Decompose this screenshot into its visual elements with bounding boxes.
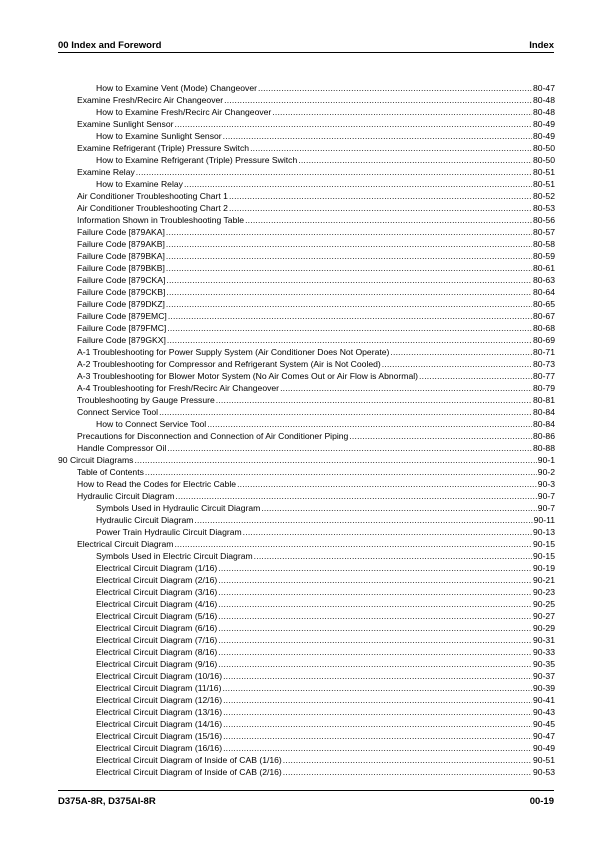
toc-dot-leader: [167, 334, 532, 346]
toc-entry[interactable]: [58, 274, 555, 286]
toc-entry-title: Failure Code [879AKB]: [77, 239, 165, 249]
toc-dot-leader: [145, 466, 537, 478]
toc-entry-title: Electrical Circuit Diagram (10/16): [96, 671, 223, 681]
footer-model-name: D375A-8R, D375AI-8R: [58, 796, 156, 807]
toc-entry-page: 80-59: [533, 251, 555, 261]
toc-entry-title: Electrical Circuit Diagram (9/16): [96, 659, 218, 669]
page-header: [58, 37, 554, 51]
toc-entry[interactable]: [58, 658, 555, 670]
toc-dot-leader: [280, 382, 532, 394]
toc-dot-leader: [218, 610, 532, 622]
toc-dot-leader: [218, 586, 532, 598]
toc-entry-page: 80-49: [533, 119, 555, 129]
toc-entry-title: How to Examine Fresh/Recirc Air Changeover: [96, 107, 272, 117]
toc-entry-page: 90-29: [533, 623, 555, 633]
toc-dot-leader: [223, 694, 532, 706]
toc-entry-page: 80-61: [533, 263, 555, 273]
toc-dot-leader: [218, 622, 532, 634]
toc-entry-page: 80-51: [533, 167, 555, 177]
toc-entry-page: 80-84: [533, 407, 555, 417]
toc-entry-title: A-1 Troubleshooting for Power Supply System (Air Conditioner Does Not Operate): [77, 347, 390, 357]
toc-dot-leader: [245, 214, 532, 226]
toc-entry-title: Electrical Circuit Diagram (5/16): [96, 611, 218, 621]
toc-entry-title: Electrical Circuit Diagram (12/16): [96, 695, 223, 705]
toc-entry[interactable]: [58, 262, 555, 274]
toc-entry-page: 90-15: [533, 539, 555, 549]
toc-entry-page: 80-57: [533, 227, 555, 237]
toc-dot-leader: [382, 358, 532, 370]
toc-entry-title: Electrical Circuit Diagram (15/16): [96, 731, 223, 741]
toc-entry-title: Failure Code [879BKA]: [77, 251, 165, 261]
toc-entry-title: Failure Code [879EMC]: [77, 311, 167, 321]
toc-dot-leader: [166, 262, 532, 274]
footer-rule: [58, 790, 554, 791]
toc-dot-leader: [229, 202, 532, 214]
toc-dot-leader: [175, 490, 536, 502]
toc-dot-leader: [261, 502, 537, 514]
toc-dot-leader: [166, 298, 532, 310]
toc-entry-page: 90-7: [537, 491, 555, 501]
toc-entry-page: 80-81: [533, 395, 555, 405]
toc-entry[interactable]: [58, 166, 555, 178]
toc-dot-leader: [218, 598, 532, 610]
toc-entry-title: Examine Fresh/Recirc Air Changeover: [77, 95, 224, 105]
toc-entry-page: 90-41: [533, 695, 555, 705]
toc-entry-title: Electrical Circuit Diagram of Inside of CAB (1/16): [96, 755, 282, 765]
toc-entry-title: How to Examine Refrigerant (Triple) Pressure Switch: [96, 155, 298, 165]
toc-dot-leader: [166, 250, 532, 262]
toc-entry-page: 80-88: [533, 443, 555, 453]
toc-dot-leader: [136, 166, 532, 178]
toc-entry-page: 80-51: [533, 179, 555, 189]
toc-entry-title: Examine Relay: [77, 167, 135, 177]
toc-entry-title: How to Examine Sunlight Sensor: [96, 131, 222, 141]
toc-entry[interactable]: [58, 106, 555, 118]
toc-entry[interactable]: [58, 226, 555, 238]
toc-entry-page: 80-47: [533, 83, 555, 93]
toc-dot-leader: [218, 646, 532, 658]
toc-entry-title: Electrical Circuit Diagram (13/16): [96, 707, 223, 717]
toc-entry-title: Examine Sunlight Sensor: [77, 119, 174, 129]
toc-entry-title: Precautions for Disconnection and Connection of Air Conditioner Piping: [77, 431, 349, 441]
toc-entry[interactable]: [58, 706, 555, 718]
toc-entry[interactable]: [58, 238, 555, 250]
toc-entry[interactable]: [58, 454, 555, 466]
toc-entry-page: 80-77: [533, 371, 555, 381]
toc-entry-page: 90-51: [533, 755, 555, 765]
toc-dot-leader: [223, 130, 532, 142]
toc-dot-leader: [175, 118, 533, 130]
toc-entry-title: Failure Code [879BKB]: [77, 263, 165, 273]
toc-entry-page: 80-68: [533, 323, 555, 333]
toc-entry[interactable]: [58, 286, 555, 298]
toc-entry-title: Failure Code [879DKZ]: [77, 299, 165, 309]
toc-entry-title: Symbols Used in Hydraulic Circuit Diagram: [96, 503, 261, 513]
toc-entry-page: 90-47: [533, 731, 555, 741]
toc-entry-page: 90-11: [533, 515, 555, 525]
toc-entry-page: 90-13: [533, 527, 555, 537]
toc-entry-title: Failure Code [879GKX]: [77, 335, 166, 345]
toc-entry-page: 90-2: [537, 467, 555, 477]
toc-entry-title: A-2 Troubleshooting for Compressor and Refrigerant System (Air is Not Cooled): [77, 359, 381, 369]
toc-dot-leader: [134, 454, 536, 466]
toc-entry-page: 80-53: [533, 203, 555, 213]
toc-entry-page: 90-49: [533, 743, 555, 753]
toc-entry-title: Hydraulic Circuit Diagram: [96, 515, 194, 525]
toc-entry[interactable]: [58, 118, 555, 130]
toc-dot-leader: [237, 478, 537, 490]
toc-dot-leader: [166, 274, 532, 286]
toc-entry[interactable]: [58, 550, 555, 562]
toc-entry-page: 80-86: [533, 431, 555, 441]
toc-dot-leader: [184, 178, 532, 190]
toc-dot-leader: [223, 706, 532, 718]
toc-entry[interactable]: [58, 322, 555, 334]
toc-entry[interactable]: [58, 490, 555, 502]
toc-entry[interactable]: [58, 586, 555, 598]
toc-entry-title: A-4 Troubleshooting for Fresh/Recirc Air Changeover: [77, 383, 280, 393]
footer-page-number: 00-19: [529, 796, 554, 807]
toc-entry-title: Electrical Circuit Diagram (7/16): [96, 635, 218, 645]
toc-entry[interactable]: [58, 766, 555, 778]
toc-entry[interactable]: [58, 430, 555, 442]
toc-entry-title: Symbols Used in Electric Circuit Diagram: [96, 551, 253, 561]
toc-entry[interactable]: [58, 178, 555, 190]
toc-entry[interactable]: [58, 214, 555, 226]
toc-entry[interactable]: [58, 622, 555, 634]
toc-entry-title: Failure Code [879FMC]: [77, 323, 167, 333]
toc-entry[interactable]: [58, 202, 555, 214]
toc-dot-leader: [223, 730, 532, 742]
toc-entry[interactable]: [58, 742, 555, 754]
toc-dot-leader: [159, 406, 532, 418]
toc-dot-leader: [167, 322, 532, 334]
toc-entry[interactable]: [58, 718, 555, 730]
toc-entry-page: 80-65: [533, 299, 555, 309]
toc-dot-leader: [166, 286, 532, 298]
toc-entry-page: 80-56: [533, 215, 555, 225]
toc-dot-leader: [222, 682, 532, 694]
toc-entry-title: Electrical Circuit Diagram (16/16): [96, 743, 223, 753]
header-section-title: 00 Index and Foreword: [58, 40, 162, 51]
toc-entry[interactable]: [58, 94, 555, 106]
toc-entry-title: Troubleshooting by Gauge Pressure: [77, 395, 215, 405]
toc-dot-leader: [207, 418, 532, 430]
toc-dot-leader: [167, 442, 532, 454]
toc-entry-title: Air Conditioner Troubleshooting Chart 2: [77, 203, 228, 213]
toc-entry[interactable]: [58, 406, 555, 418]
toc-entry-page: 90-35: [533, 659, 555, 669]
toc-dot-leader: [298, 154, 532, 166]
toc-entry[interactable]: [58, 298, 555, 310]
toc-entry-page: 80-69: [533, 335, 555, 345]
toc-entry-page: 90-21: [533, 575, 555, 585]
toc-entry[interactable]: [58, 310, 555, 322]
toc-entry[interactable]: [58, 142, 555, 154]
toc-entry-page: 80-49: [533, 131, 555, 141]
toc-dot-leader: [283, 754, 532, 766]
toc-dot-leader: [419, 370, 532, 382]
toc-entry-page: 90-31: [533, 635, 555, 645]
toc-entry[interactable]: [58, 250, 555, 262]
toc-entry[interactable]: [58, 526, 555, 538]
toc-entry-title: Failure Code [879CKB]: [77, 287, 166, 297]
table-of-contents: [58, 82, 555, 778]
toc-dot-leader: [229, 190, 532, 202]
toc-entry-title: 90 Circuit Diagrams: [58, 455, 134, 465]
toc-entry-page: 90-53: [533, 767, 555, 777]
toc-dot-leader: [218, 634, 532, 646]
toc-entry[interactable]: [58, 682, 555, 694]
toc-dot-leader: [218, 562, 532, 574]
toc-entry-title: Electrical Circuit Diagram (8/16): [96, 647, 218, 657]
toc-entry-page: 80-58: [533, 239, 555, 249]
toc-entry-title: Electrical Circuit Diagram (2/16): [96, 575, 218, 585]
toc-dot-leader: [223, 742, 532, 754]
toc-entry[interactable]: [58, 478, 555, 490]
toc-entry[interactable]: [58, 130, 555, 142]
toc-dot-leader: [218, 658, 532, 670]
toc-entry-title: Electrical Circuit Diagram: [77, 539, 174, 549]
header-index-label: Index: [529, 40, 554, 51]
toc-entry-page: 90-45: [533, 719, 555, 729]
toc-entry-title: Electrical Circuit Diagram (11/16): [96, 683, 222, 693]
toc-entry-page: 90-39: [533, 683, 555, 693]
page-footer: [58, 796, 554, 810]
toc-entry[interactable]: [58, 334, 555, 346]
toc-entry[interactable]: [58, 730, 555, 742]
toc-entry-page: 80-50: [533, 143, 555, 153]
toc-dot-leader: [166, 238, 532, 250]
toc-entry-title: Electrical Circuit Diagram (4/16): [96, 599, 218, 609]
toc-entry-page: 80-52: [533, 191, 555, 201]
toc-entry-page: 80-50: [533, 155, 555, 165]
toc-entry-page: 80-79: [533, 383, 555, 393]
toc-entry-title: Handle Compressor Oil: [77, 443, 167, 453]
toc-entry[interactable]: [58, 466, 555, 478]
toc-entry[interactable]: [58, 514, 555, 526]
toc-dot-leader: [224, 94, 532, 106]
toc-entry-page: 90-7: [537, 503, 555, 513]
toc-dot-leader: [216, 394, 532, 406]
toc-entry-title: Electrical Circuit Diagram of Inside of CAB (2/16): [96, 767, 282, 777]
toc-entry-title: Air Conditioner Troubleshooting Chart 1: [77, 191, 228, 201]
toc-entry-title: Table of Contents: [77, 467, 144, 477]
toc-entry-title: Information Shown in Troubleshooting Table: [77, 215, 245, 225]
toc-entry[interactable]: [58, 190, 555, 202]
toc-entry-title: Hydraulic Circuit Diagram: [77, 491, 175, 501]
toc-entry-page: 80-71: [533, 347, 555, 357]
toc-entry[interactable]: [58, 598, 555, 610]
toc-entry-title: Electrical Circuit Diagram (1/16): [96, 563, 218, 573]
toc-entry-page: 80-67: [533, 311, 555, 321]
toc-entry-page: 80-63: [533, 275, 555, 285]
toc-entry[interactable]: [58, 502, 555, 514]
toc-dot-leader: [218, 574, 532, 586]
toc-entry-page: 80-73: [533, 359, 555, 369]
toc-entry[interactable]: [58, 562, 555, 574]
toc-entry[interactable]: [58, 754, 555, 766]
toc-entry[interactable]: [58, 610, 555, 622]
toc-entry-title: How to Read the Codes for Electric Cable: [77, 479, 237, 489]
toc-entry-page: 90-25: [533, 599, 555, 609]
toc-entry-title: Failure Code [879CKA]: [77, 275, 166, 285]
toc-entry-page: 80-48: [533, 95, 555, 105]
toc-dot-leader: [223, 670, 532, 682]
toc-dot-leader: [174, 538, 532, 550]
toc-entry-page: 90-3: [537, 479, 555, 489]
toc-entry-page: 90-27: [533, 611, 555, 621]
toc-entry-title: Failure Code [879AKA]: [77, 227, 165, 237]
toc-entry-page: 90-43: [533, 707, 555, 717]
toc-dot-leader: [243, 526, 532, 538]
toc-entry[interactable]: [58, 358, 555, 370]
toc-entry-title: Power Train Hydraulic Circuit Diagram: [96, 527, 242, 537]
toc-entry[interactable]: [58, 346, 555, 358]
toc-entry[interactable]: [58, 442, 555, 454]
toc-entry-page: 90-37: [533, 671, 555, 681]
toc-entry-title: Connect Service Tool: [77, 407, 159, 417]
toc-dot-leader: [168, 310, 532, 322]
toc-entry-title: Examine Refrigerant (Triple) Pressure Switch: [77, 143, 250, 153]
toc-entry-page: 90-1: [537, 455, 555, 465]
toc-dot-leader: [194, 514, 532, 526]
toc-entry-title: How to Connect Service Tool: [96, 419, 207, 429]
toc-entry[interactable]: [58, 154, 555, 166]
toc-entry-title: Electrical Circuit Diagram (14/16): [96, 719, 223, 729]
toc-dot-leader: [258, 82, 532, 94]
toc-entry[interactable]: [58, 670, 555, 682]
toc-entry-page: 90-33: [533, 647, 555, 657]
toc-entry-page: 80-48: [533, 107, 555, 117]
toc-dot-leader: [166, 226, 532, 238]
header-rule: [58, 52, 554, 53]
toc-entry[interactable]: [58, 418, 555, 430]
toc-entry-title: How to Examine Vent (Mode) Changeover: [96, 83, 257, 93]
toc-dot-leader: [250, 142, 532, 154]
toc-entry[interactable]: [58, 382, 555, 394]
toc-dot-leader: [390, 346, 532, 358]
toc-entry-page: 90-23: [533, 587, 555, 597]
toc-entry[interactable]: [58, 370, 555, 382]
toc-entry[interactable]: [58, 394, 555, 406]
toc-dot-leader: [283, 766, 532, 778]
toc-entry-title: A-3 Troubleshooting for Blower Motor System (No Air Comes Out or Air Flow is Abnormal): [77, 371, 419, 381]
toc-entry[interactable]: [58, 574, 555, 586]
toc-entry[interactable]: [58, 646, 555, 658]
toc-dot-leader: [254, 550, 532, 562]
toc-entry-title: Electrical Circuit Diagram (3/16): [96, 587, 218, 597]
toc-entry-page: 80-64: [533, 287, 555, 297]
toc-dot-leader: [223, 718, 532, 730]
toc-entry[interactable]: [58, 634, 555, 646]
toc-entry-page: 90-15: [533, 551, 555, 561]
toc-entry[interactable]: [58, 82, 555, 94]
toc-entry-page: 80-84: [533, 419, 555, 429]
toc-entry[interactable]: [58, 538, 555, 550]
toc-entry-page: 90-19: [533, 563, 555, 573]
toc-entry[interactable]: [58, 694, 555, 706]
toc-dot-leader: [349, 430, 532, 442]
toc-entry-title: How to Examine Relay: [96, 179, 183, 189]
toc-dot-leader: [272, 106, 532, 118]
toc-entry-title: Electrical Circuit Diagram (6/16): [96, 623, 218, 633]
